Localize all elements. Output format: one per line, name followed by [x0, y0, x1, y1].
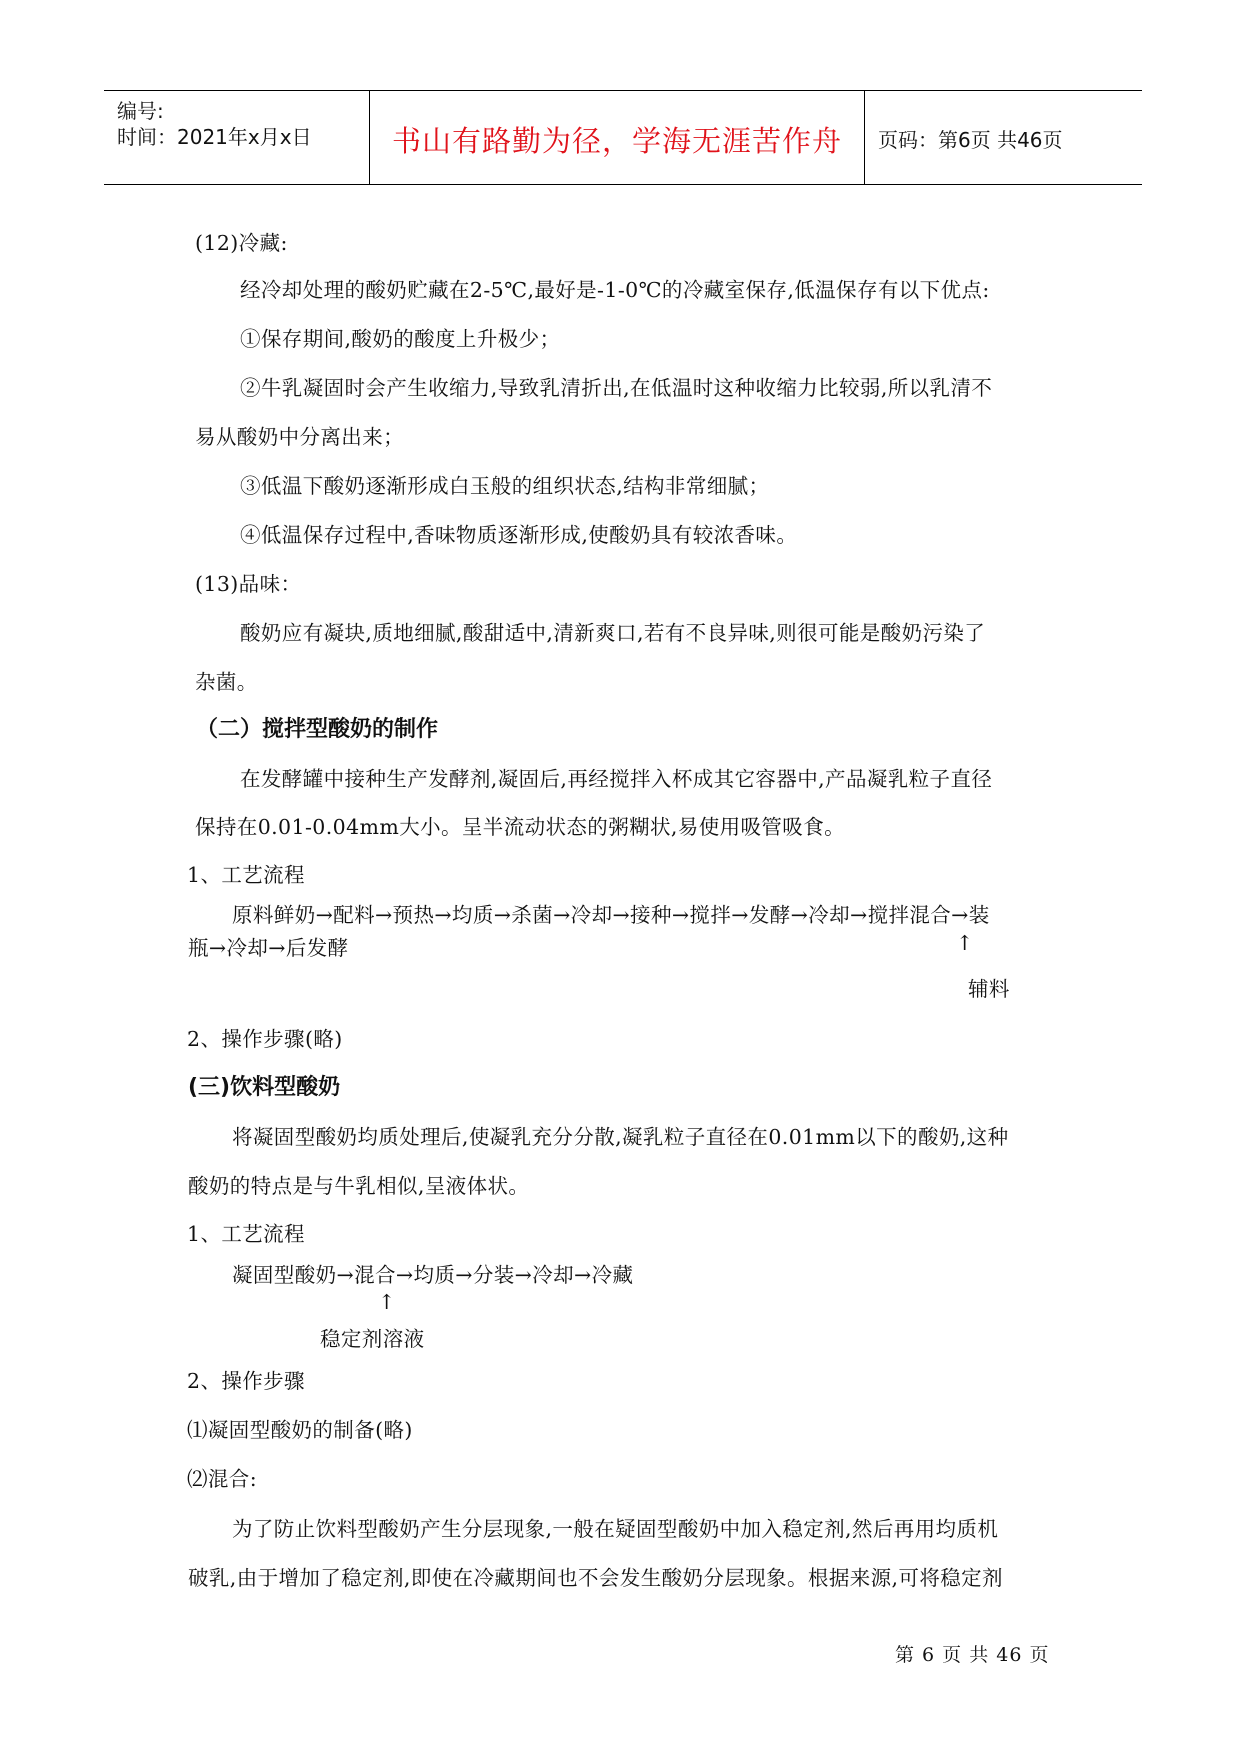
- document-header: [104, 90, 1142, 185]
- subsection-process-flow: 1、工艺流程: [187, 863, 305, 887]
- document-time-label: 时间：2021年x月x日: [117, 125, 312, 149]
- up-arrow-icon: ↑: [956, 931, 974, 955]
- up-arrow-icon: ↑: [378, 1290, 396, 1314]
- section-heading-stirred-yogurt: （二）搅拌型酸奶的制作: [196, 717, 439, 742]
- paragraph-line: ④低温保存过程中,香味物质逐渐形成,使酸奶具有较浓香味。: [240, 523, 798, 547]
- paragraph-line: ③低温下酸奶逐渐形成白玉般的组织状态,结构非常细腻；: [240, 474, 770, 498]
- header-page-cell: [864, 91, 1142, 184]
- page-footer: 第 6 页 共 46 页: [895, 1644, 1050, 1666]
- paragraph-line: 保持在0.01-0.04mm大小。呈半流动状态的粥糊状,易使用吸管吸食。: [195, 815, 846, 839]
- paragraph-line: ①保存期间,酸奶的酸度上升极少；: [240, 327, 561, 351]
- process-flow-line: 原料鲜奶→配料→预热→均质→杀菌→冷却→接种→搅拌→发酵→冷却→搅拌混合→装: [232, 903, 990, 927]
- subsection-operation-steps: 2、操作步骤(略): [187, 1027, 343, 1051]
- header-meta-cell: [104, 91, 369, 184]
- section-13-title: (13)品味：: [195, 572, 302, 596]
- subsection-operation-steps: 2、操作步骤: [187, 1369, 305, 1393]
- subsection-process-flow: 1、工艺流程: [187, 1222, 305, 1246]
- paragraph-line: 杂菌。: [195, 670, 258, 694]
- paragraph-line: ⑴凝固型酸奶的制备(略): [187, 1418, 413, 1442]
- header-motto-cell: [369, 91, 865, 184]
- process-flow-note: 稳定剂溶液: [320, 1327, 425, 1351]
- paragraph-line: ②牛乳凝固时会产生收缩力,导致乳清折出,在低温时这种收缩力比较弱,所以乳清不: [240, 376, 993, 400]
- paragraph-line: 为了防止饮料型酸奶产生分层现象,一般在疑固型酸奶中加入稳定剂,然后再用均质机: [232, 1517, 999, 1541]
- paragraph-line: 将凝固型酸奶均质处理后,使凝乳充分分散,凝乳粒子直径在0.01mm以下的酸奶,这种: [232, 1125, 1009, 1149]
- paragraph-line: 易从酸奶中分离出来；: [195, 425, 404, 449]
- process-flow-note: 辅料: [968, 977, 1010, 1001]
- process-flow-line: 瓶→冷却→后发酵: [188, 936, 349, 960]
- paragraph-line: 经冷却处理的酸奶贮藏在2-5℃,最好是-1-0℃的冷藏室保存,低温保存有以下优点:: [240, 278, 990, 302]
- section-12-title: (12)冷藏:: [195, 231, 288, 255]
- section-heading-drinking-yogurt: (三)饮料型酸奶: [188, 1075, 341, 1100]
- header-page-info: 页码：第6页 共46页: [878, 128, 1063, 152]
- paragraph-line: 在发酵罐中接种生产发酵剂,凝固后,再经搅拌入杯成其它容器中,产品凝乳粒子直径: [240, 767, 993, 791]
- document-number-label: 编号:: [117, 99, 164, 123]
- paragraph-line: 酸奶应有凝块,质地细腻,酸甜适中,清新爽口,若有不良异味,则很可能是酸奶污染了: [240, 621, 986, 645]
- paragraph-line: 破乳,由于增加了稳定剂,即使在冷藏期间也不会发生酸奶分层现象。根据来源,可将稳定剂: [188, 1566, 1003, 1590]
- header-motto: 书山有路勤为径，学海无涯苦作舟: [391, 124, 842, 158]
- paragraph-line: 酸奶的特点是与牛乳相似,呈液体状。: [188, 1174, 530, 1198]
- process-flow-line: 凝固型酸奶→混合→均质→分装→冷却→冷藏: [232, 1263, 634, 1287]
- paragraph-line: ⑵混合:: [187, 1467, 258, 1491]
